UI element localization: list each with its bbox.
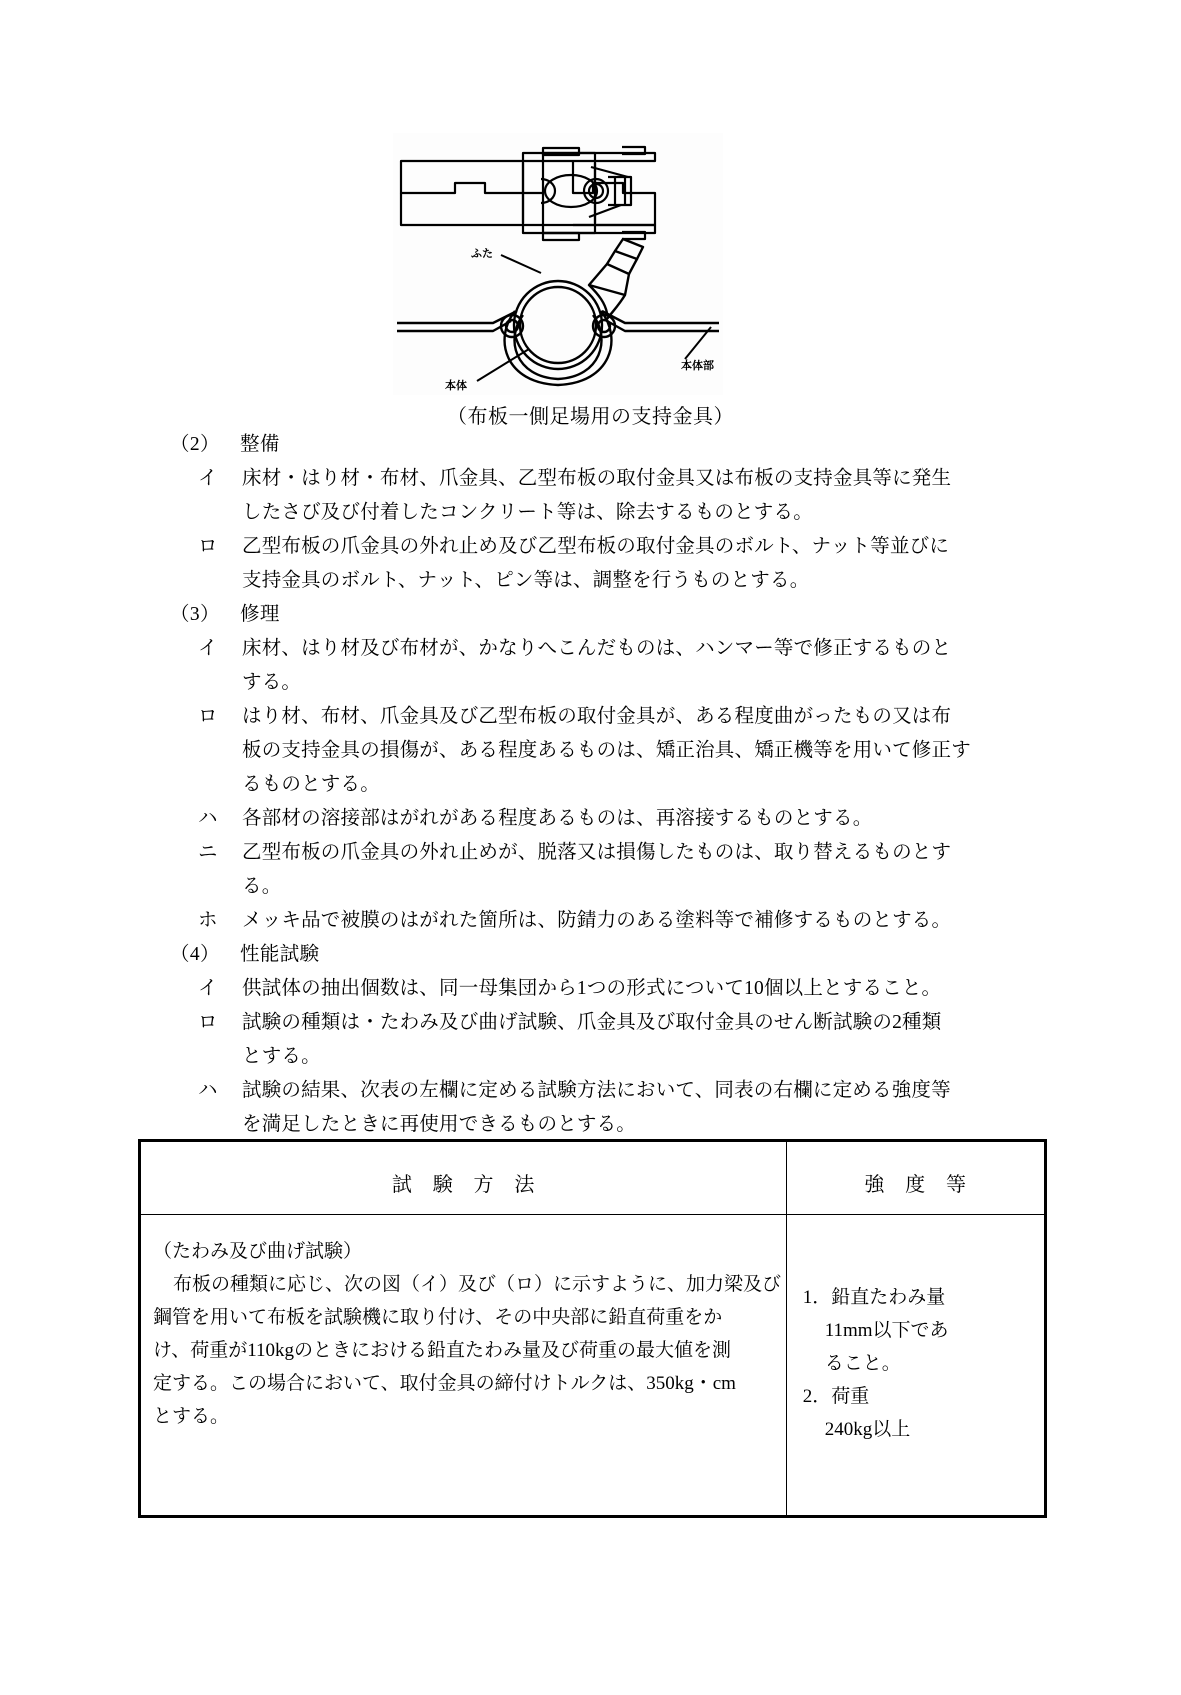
list-item [0, 972, 1181, 1006]
item-marker: ハ [198, 1080, 218, 1101]
item-marker: イ [198, 978, 218, 999]
figure-label-body-part: 本体部 [681, 360, 714, 372]
item-content [242, 700, 1126, 802]
item-content [242, 1006, 1126, 1074]
table-cell-line: （たわみ及び曲げ試験） [153, 1241, 363, 1262]
document-body [0, 428, 1181, 1142]
list-item [0, 1006, 1181, 1074]
table-header-test-method [141, 1142, 787, 1215]
item-line: はり材、布材、爪金具及び乙型布板の取付金具が、ある程度曲がったもの又は布 [242, 706, 952, 727]
list-item [0, 700, 1181, 802]
figure-label-body: 本体 [445, 380, 467, 392]
table-cell-line: 定する。この場合において、取付金具の締付けトルクは、350kg・cm [153, 1373, 736, 1394]
item-line: 床材・はり材・布材、爪金具、乙型布板の取付金具又は布板の支持金具等に発生 [242, 468, 952, 489]
item-line: メッキ品で被膜のはがれた箇所は、防錆力のある塗料等で補修するものとする。 [242, 910, 952, 931]
item-marker: ホ [198, 910, 218, 931]
item-line: 試験の結果、次表の左欄に定める試験方法において、同表の右欄に定める強度等 [242, 1080, 951, 1101]
item-line: る。 [242, 876, 282, 897]
list-item [0, 904, 1181, 938]
table-cell-line: 240kg以上 [824, 1419, 911, 1440]
section-heading-2 [0, 428, 1181, 462]
list-item [0, 1074, 1181, 1142]
item-marker: ロ [198, 706, 218, 727]
table-cell-line: 2．荷重 [802, 1386, 870, 1407]
item-content [242, 1074, 1126, 1142]
item-content [242, 836, 1126, 904]
item-line: 支持金具のボルト、ナット、ピン等は、調整を行うものとする。 [242, 570, 810, 591]
table-cell-strength [786, 1215, 1044, 1516]
item-line: 床材、はり材及び布材が、かなりへこんだものは、ハンマー等で修正するものと [242, 638, 952, 659]
item-content [242, 530, 1126, 598]
support-fitting-figure [393, 133, 723, 395]
item-line: 板の支持金具の損傷が、ある程度あるものは、矯正治具、矯正機等を用いて修正す [242, 740, 971, 761]
section-title-2: 整備 [239, 434, 280, 455]
table-header-strength [786, 1142, 1044, 1215]
table-cell-line: とする。 [153, 1406, 230, 1427]
section-number-3: （3） [170, 604, 220, 625]
table-cell-line: 1．鉛直たわみ量 [802, 1287, 946, 1308]
table-cell-line: 布板の種類に応じ、次の図（イ）及び（ロ）に示すように、加力梁及び [173, 1274, 782, 1295]
item-line: とする。 [242, 1046, 321, 1067]
section-number-4: （4） [170, 944, 220, 965]
item-content [242, 462, 1126, 530]
item-line: るものとする。 [242, 774, 380, 795]
table-cell-line: 11mm以下であ [824, 1320, 949, 1341]
list-item [0, 802, 1181, 836]
item-content [242, 904, 1126, 938]
figure-caption: （布板一側足場用の支持金具） [447, 406, 734, 428]
table-cell-test-method [141, 1215, 787, 1516]
item-line: する。 [242, 672, 302, 693]
item-line: 乙型布板の爪金具の外れ止め及び乙型布板の取付金具のボルト、ナット等並びに [242, 536, 950, 557]
section-title-4: 性能試験 [239, 944, 320, 965]
item-line: 試験の種類は・たわみ及び曲げ試験、爪金具及び取付金具のせん断試験の2種類 [242, 1012, 942, 1033]
item-line: 供試体の抽出個数は、同一母集団から1つの形式について10個以上とすること。 [242, 978, 942, 999]
item-content [242, 972, 1126, 1006]
item-marker: イ [198, 468, 218, 489]
figure-label-lid: ふた [471, 248, 493, 260]
list-item [0, 632, 1181, 700]
table-header-row [141, 1142, 1045, 1215]
section-heading-4 [0, 938, 1181, 972]
list-item [0, 462, 1181, 530]
section-number-2: （2） [170, 434, 220, 455]
section-title-3: 修理 [239, 604, 280, 625]
table-cell-line: け、荷重が110kgのときにおける鉛直たわみ量及び荷重の最大値を測 [153, 1340, 732, 1361]
section-heading-3 [0, 598, 1181, 632]
list-item [0, 836, 1181, 904]
item-line: を満足したときに再使用できるものとする。 [242, 1114, 637, 1135]
item-line: したさび及び付着したコンクリート等は、除去するものとする。 [242, 502, 813, 523]
item-marker: ニ [198, 842, 218, 863]
table-cell-line: 鋼管を用いて布板を試験機に取り付け、その中央部に鉛直荷重をか [153, 1307, 723, 1328]
item-line: 各部材の溶接部はがれがある程度あるものは、再溶接するものとする。 [242, 808, 873, 829]
table-row [141, 1215, 1045, 1516]
item-marker: ロ [198, 536, 218, 557]
item-marker: ハ [198, 808, 218, 829]
item-content [242, 802, 1126, 836]
item-line: 乙型布板の爪金具の外れ止めが、脱落又は損傷したものは、取り替えるものとす [242, 842, 952, 863]
item-marker: イ [198, 638, 218, 659]
test-method-table [138, 1139, 1047, 1518]
item-marker: ロ [198, 1012, 218, 1033]
table-header-strength-label: 強 度 等 [864, 1174, 967, 1196]
table-cell-line: ること。 [824, 1353, 901, 1374]
list-item [0, 530, 1181, 598]
item-content [242, 632, 1126, 700]
table-header-test-method-label: 試 験 方 法 [391, 1174, 535, 1196]
